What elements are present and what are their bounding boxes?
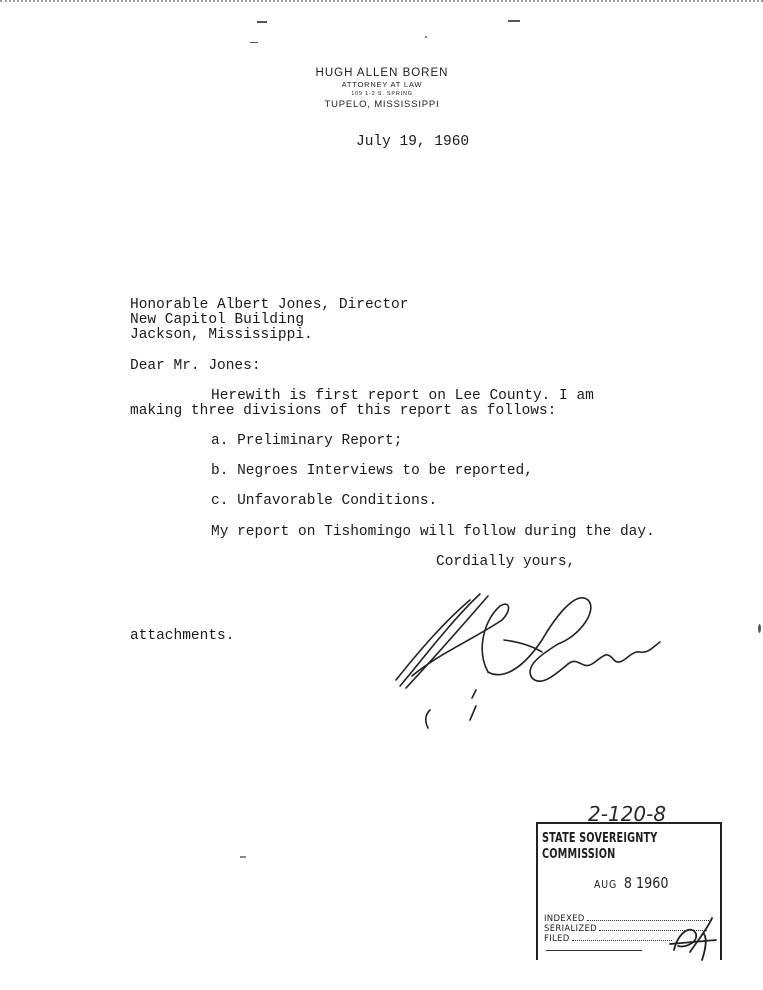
scan-mark [508,20,520,22]
letterhead-title: ATTORNEY AT LAW [341,80,423,89]
handwritten-signature [392,580,672,735]
stamp-filed-label: FILED [544,934,570,944]
scan-edge [0,0,763,9]
stamp-initials [668,910,720,967]
scan-mark [240,856,246,858]
stamp-line [546,950,642,951]
stamp-indexed-label: INDEXED [544,914,585,924]
scan-mark [250,42,258,43]
scan-mark [425,36,427,38]
attachments-note: attachments. [130,628,235,644]
body-paragraph-line-1: Herewith is first report on Lee County. I am [211,388,594,404]
recipient-address [130,298,408,343]
body-paragraph-line-2: making three divisions of this report as follows: [130,403,557,419]
stamp-title: STATE SOVEREIGNTY COMMISSION [542,830,658,862]
stamp-initials-drawing [668,910,720,962]
scan-mark [758,624,761,633]
letterhead-name: HUGH ALLEN BOREN [315,67,449,79]
signature-drawing [392,580,672,730]
stamp-filed-row [544,934,672,944]
stamp-date [594,874,668,892]
letterhead-city: TUPELO, MISSISSIPPI [324,99,440,110]
list-item-a: a. Preliminary Report; [211,433,403,449]
letterhead [282,66,482,111]
scan-mark [257,21,267,23]
stamp-date-day-year: 8 1960 [623,874,669,892]
recipient-line-3: Jackson, Mississippi. [130,327,313,343]
received-stamp [536,802,722,960]
stamp-date-month: AUG [594,878,618,891]
list-item-b: b. Negroes Interviews to be reported, [211,463,533,479]
letterhead-street: 109 1-2 S. SPRING [351,91,413,97]
recipient-line-1: Honorable Albert Jones, Director [130,297,409,313]
salutation: Dear Mr. Jones: [130,358,261,374]
letter-date: July 19, 1960 [356,134,470,150]
recipient-line-2: New Capitol Building [130,312,305,328]
stamp-file-number: 2-120-8 [588,802,667,826]
closing-paragraph: My report on Tishomingo will follow during the day. [211,524,655,540]
complimentary-close: Cordially yours, [436,554,576,570]
stamp-serialized-label: SERIALIZED [544,924,597,934]
list-item-c: c. Unfavorable Conditions. [211,493,438,509]
